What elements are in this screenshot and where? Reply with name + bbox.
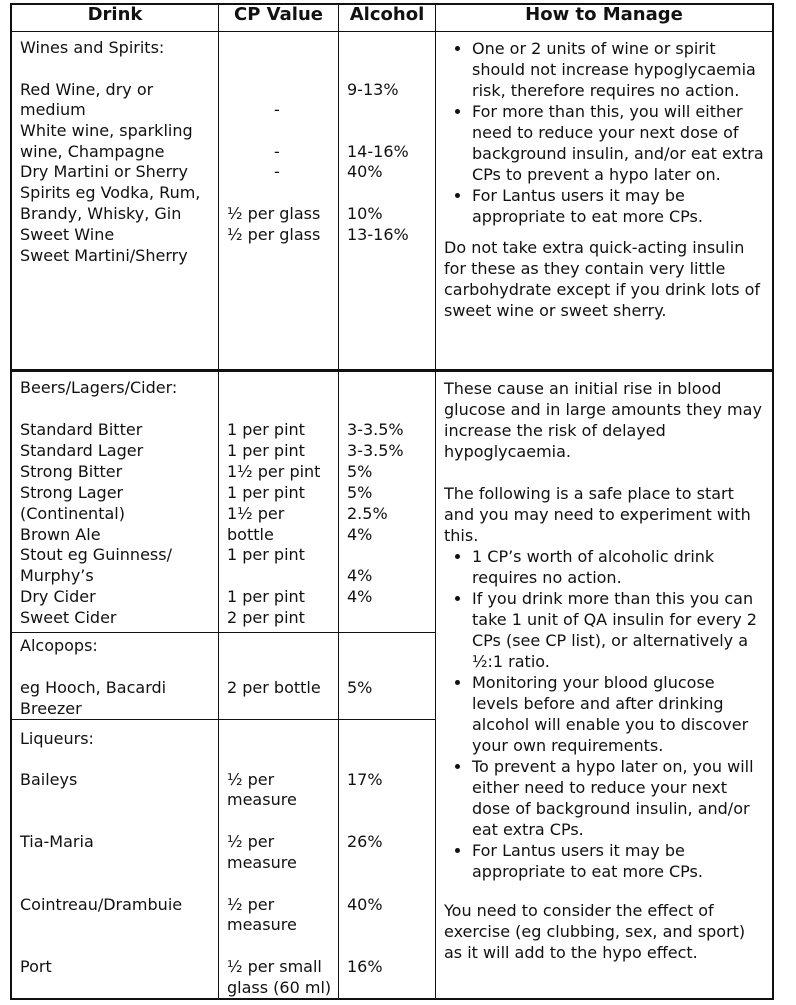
cp-value: 1½ per pint xyxy=(227,462,321,481)
manage-bullet: • For Lantus users it may be appropriate to eat more CPs. xyxy=(472,185,766,227)
cp-value: bottle xyxy=(227,525,274,544)
cp-value: ½ per xyxy=(227,895,275,914)
cp-value: ½ per glass xyxy=(227,204,321,223)
drink-line: Port xyxy=(20,957,52,976)
alcohol-value: 16% xyxy=(347,957,383,976)
drink-line: White wine, sparkling xyxy=(20,121,193,140)
cp-value: ½ per xyxy=(227,770,275,789)
drink-line: Red Wine, dry or xyxy=(20,80,154,99)
section-title-beers: Beers/Lagers/Cider: xyxy=(20,378,178,397)
cp-value: measure xyxy=(227,915,297,934)
cp-value: 1 per pint xyxy=(227,441,305,460)
header-divider xyxy=(10,31,774,32)
section-title-alcopops: Alcopops: xyxy=(20,636,98,655)
cp-value: 2 per pint xyxy=(227,608,305,627)
manage-bullet: • One or 2 units of wine or spirit should not increase hypoglycaemia risk, therefore requires no action. xyxy=(472,38,766,101)
alcohol-value: 9-13% xyxy=(347,80,399,99)
drink-line: Standard Bitter xyxy=(20,420,143,439)
cp-value: measure xyxy=(227,790,297,809)
cp-value: ½ per glass xyxy=(227,225,321,244)
cp-value: 2 per bottle xyxy=(227,678,321,697)
drink-line: Sweet Martini/Sherry xyxy=(20,246,188,265)
cp-value: 1½ per xyxy=(227,504,285,523)
drink-line: medium xyxy=(20,100,86,119)
cp-value: ½ per small xyxy=(227,957,322,976)
header-alcohol: Alcohol xyxy=(349,4,425,25)
header-cp-value: CP Value xyxy=(234,4,323,25)
manage-bullet: • Monitoring your blood glucose levels before and after drinking alcohol will enable you to discover your own requirements. xyxy=(472,672,766,756)
drink-line: Strong Bitter xyxy=(20,462,123,481)
manage-note: Do not take extra quick-acting insulin for these as they contain very little carbohydrate except if you drink lots of sweet wine or sweet sherry. xyxy=(444,238,761,320)
manage-exercise-note: You need to consider the effect of exercise (eg clubbing, sex, and sport) as it will add to the hypo effect. xyxy=(444,901,746,962)
drink-line: Tia-Maria xyxy=(20,832,94,851)
alcohol-value: 13-16% xyxy=(347,225,409,244)
drink-line: Brandy, Whisky, Gin xyxy=(20,204,182,223)
drink-line: (Continental) xyxy=(20,504,125,523)
drink-line: Cointreau/Drambuie xyxy=(20,895,183,914)
alcohol-value: 3-3.5% xyxy=(347,420,404,439)
alcohol-value: 5% xyxy=(347,678,373,697)
cp-value: 1 per pint xyxy=(227,545,305,564)
column-divider xyxy=(218,3,219,1000)
alcohol-value: 3-3.5% xyxy=(347,441,404,460)
manage-start: The following is a safe place to start and you may need to experiment with this. xyxy=(444,484,751,545)
alcohol-value: 4% xyxy=(347,587,373,606)
column-divider xyxy=(435,3,436,1000)
drink-line: Strong Lager xyxy=(20,483,124,502)
drink-line: Brown Ale xyxy=(20,525,101,544)
drink-line: Stout eg Guinness/ xyxy=(20,545,172,564)
section-title-wines: Wines and Spirits: xyxy=(20,38,165,57)
drink-line: Baileys xyxy=(20,770,78,789)
cp-value: 1 per pint xyxy=(227,587,305,606)
alcohol-value: 4% xyxy=(347,566,373,585)
manage-intro: These cause an initial rise in blood glucose and in large amounts they may increase the risk of delayed hypoglycaemia. xyxy=(444,379,762,461)
cp-value: - xyxy=(274,142,280,161)
drink-line: Dry Cider xyxy=(20,587,96,606)
alcohol-value: 40% xyxy=(347,162,383,181)
header-how-to-manage: How to Manage xyxy=(525,4,683,25)
alcohol-value: 26% xyxy=(347,832,383,851)
section-divider xyxy=(10,632,436,633)
header-drink: Drink xyxy=(87,4,143,25)
cp-value: ½ per xyxy=(227,832,275,851)
cp-value: - xyxy=(274,100,280,119)
alcohol-value: 5% xyxy=(347,483,373,502)
alcohol-value: 4% xyxy=(347,525,373,544)
drink-line: eg Hooch, Bacardi xyxy=(20,678,167,697)
drink-line: Spirits eg Vodka, Rum, xyxy=(20,183,201,202)
drink-line: Breezer xyxy=(20,699,82,718)
drink-line: wine, Champagne xyxy=(20,142,165,161)
cp-value: glass (60 ml) xyxy=(227,978,332,997)
drink-line: Murphy’s xyxy=(20,566,94,585)
wines-manage-text xyxy=(444,38,766,321)
cp-value: 1 per pint xyxy=(227,483,305,502)
section-divider xyxy=(10,369,774,372)
cp-value: measure xyxy=(227,853,297,872)
drink-line: Sweet Wine xyxy=(20,225,115,244)
alcohol-value: 14-16% xyxy=(347,142,409,161)
manage-bullet: • If you drink more than this you can take 1 unit of QA insulin for every 2 CPs (see CP list), or alternatively a ½:1 ratio. xyxy=(472,588,766,672)
alcohol-value: 40% xyxy=(347,895,383,914)
alcohol-value: 5% xyxy=(347,462,373,481)
alcohol-value: 10% xyxy=(347,204,383,223)
alcohol-value: 2.5% xyxy=(347,504,388,523)
manage-bullet: • 1 CP’s worth of alcoholic drink requires no action. xyxy=(472,546,766,588)
manage-bullet: • For Lantus users it may be appropriate to eat more CPs. xyxy=(472,840,766,882)
manage-bullet: • To prevent a hypo later on, you will either need to reduce your next dose of background insulin, and/or eat extra CPs. xyxy=(472,756,766,840)
alcohol-value: 17% xyxy=(347,770,383,789)
drink-line: Dry Martini or Sherry xyxy=(20,162,188,181)
cp-value: - xyxy=(274,162,280,181)
drink-line: Standard Lager xyxy=(20,441,144,460)
section-title-liqueurs: Liqueurs: xyxy=(20,729,94,748)
column-divider xyxy=(338,3,339,1000)
manage-bullet: • For more than this, you will either need to reduce your next dose of background insulin, and/or eat extra CPs to prevent a hypo later on. xyxy=(472,101,766,185)
section-divider xyxy=(10,719,436,720)
drink-line: Sweet Cider xyxy=(20,608,117,627)
cp-value: 1 per pint xyxy=(227,420,305,439)
beers-manage-text xyxy=(444,378,766,963)
